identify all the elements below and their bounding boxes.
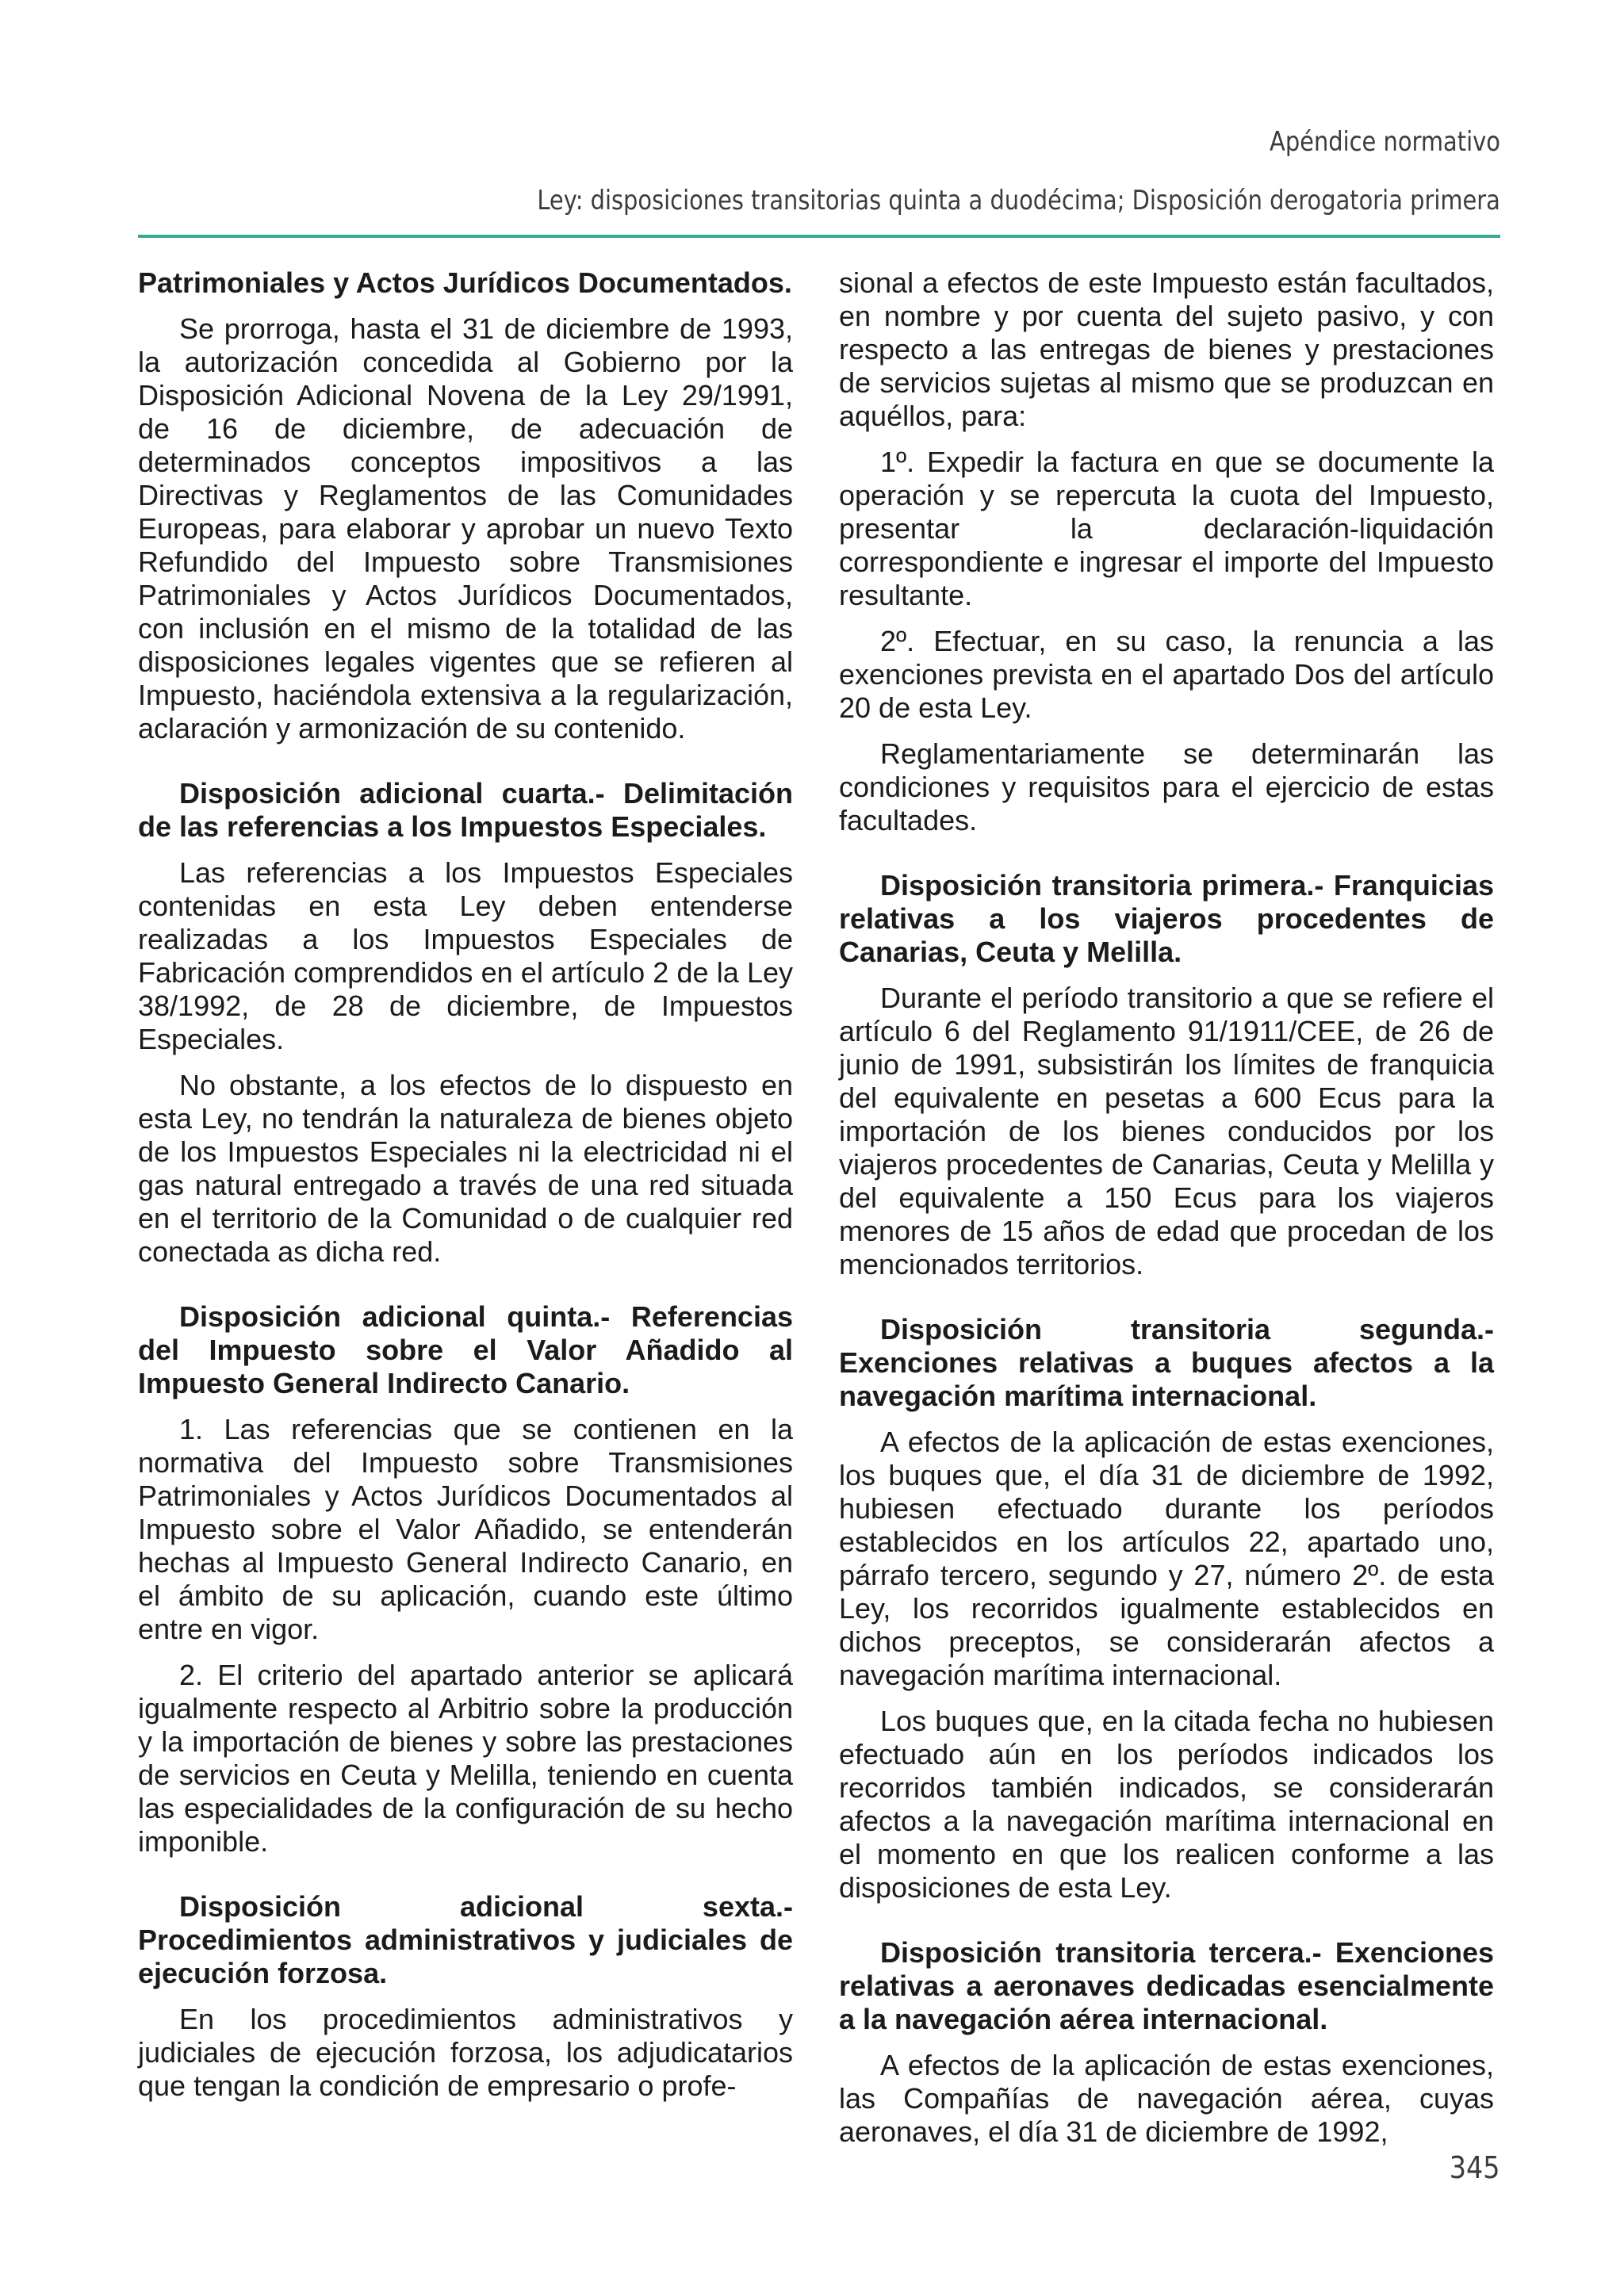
heading-disposicion-transitoria-primera: Disposición transitoria primera.- Franquicias relativas a los viajeros procedentes de Canarias, Ceuta y Melilla. — [839, 869, 1494, 968]
paragraph: 2. El criterio del apartado anterior se aplicará igualmente respecto al Arbitrio sobre la producción y la importación de bienes y sobre las prestaciones de servicios en Ceuta y Melilla, teniendo en cuenta las especialidades de la configuración de su hecho imponible. — [138, 1659, 793, 1858]
paragraph: Durante el período transitorio a que se refiere el artículo 6 del Reglamento 91/1911/CEE, de 26 de junio de 1991, subsistirán los límites de franquicia del equivalente en pesetas a 600 Ecus para la importación de los bienes conducidos por los viajeros procedentes de Canarias, Ceuta y Melilla y del equivalente a 150 Ecus para los viajeros menores de 15 años de edad que procedan de los mencionados territorios. — [839, 982, 1494, 1280]
page-number: 345 — [1450, 2150, 1500, 2185]
paragraph: A efectos de la aplicación de estas exenciones, los buques que, el día 31 de diciembre de 1992, hubiesen efectuado durante los períodos establecidos en los artículos 22, apartado uno, párrafo tercero, segundo y 27, número 2º. de esta Ley, los recorridos igualmente establecidos en dichos preceptos, se considerarán afectos a navegación marítima internacional. — [839, 1426, 1494, 1691]
running-header — [537, 124, 1500, 219]
paragraph: En los procedimientos administrativos y judiciales de ejecución forzosa, los adjudicatarios que tengan la condición de empresario o profe- — [138, 2003, 793, 2102]
paragraph: Se prorroga, hasta el 31 de diciembre de 1993, la autorización concedida al Gobierno por la Disposición Adicional Novena de la Ley 29/1991, de 16 de diciembre, de adecuación de determinados conceptos impositivos a las Directivas y Reglamentos de las Comunidades Europeas, para elaborar y aprobar un nuevo Texto Refundido del Impuesto sobre Transmisiones Patrimoniales y Actos Jurídicos Documentados, con inclusión en el mismo de la totalidad de las disposiciones legales vigentes que se refieren al Impuesto, haciéndola extensiva a la regularización, aclaración y armonización de su contenido. — [138, 312, 793, 745]
header-divider — [138, 235, 1500, 238]
paragraph: sional a efectos de este Impuesto están facultados, en nombre y por cuenta del sujeto pasivo, y con respecto a las entregas de bienes y prestaciones de servicios sujetas al mismo que se produzcan en aquéllos, para: — [839, 266, 1494, 432]
paragraph: Reglamentariamente se determinarán las condiciones y requisitos para el ejercicio de estas facultades. — [839, 737, 1494, 836]
header-section-title: Apéndice normativo — [1270, 126, 1500, 158]
heading-disposicion-transitoria-segunda: Disposición transitoria segunda.- Exenciones relativas a buques afectos a la navegación marítima internacional. — [839, 1313, 1494, 1412]
paragraph: Las referencias a los Impuestos Especiales contenidas en esta Ley deben entenderse realizadas a los Impuestos Especiales de Fabricación comprendidos en el artículo 2 de la Ley 38/1992, de 28 de diciembre, de Impuestos Especiales. — [138, 856, 793, 1055]
right-column — [839, 266, 1494, 2161]
header-subtitle: Ley: disposiciones transitorias quinta a duodécima; Disposición derogatoria primera — [537, 185, 1500, 216]
paragraph: 1. Las referencias que se contienen en la normativa del Impuesto sobre Transmisiones Patrimoniales y Actos Jurídicos Documentados al Impuesto sobre el Valor Añadido, se entenderán hechas al Impuesto General Indirecto Canario, en el ámbito de su aplicación, cuando este último entre en vigor. — [138, 1413, 793, 1645]
paragraph: No obstante, a los efectos de lo dispuesto en esta Ley, no tendrán la naturaleza de bienes objeto de los Impuestos Especiales ni la electricidad ni el gas natural entregado a través de una red situada en el territorio de la Comunidad o de cualquier red conectada as dicha red. — [138, 1069, 793, 1268]
paragraph: A efectos de la aplicación de estas exenciones, las Compañías de navegación aérea, cuyas aeronaves, el día 31 de diciembre de 1992, — [839, 2049, 1494, 2148]
left-column — [138, 266, 793, 2115]
paragraph: 1º. Expedir la factura en que se documente la operación y se repercuta la cuota del Impuesto, presentar la declaración-liquidación correspondiente e ingresar el importe del Impuesto resultante. — [839, 446, 1494, 611]
paragraph: 2º. Efectuar, en su caso, la renuncia a las exenciones prevista en el apartado Dos del artículo 20 de esta Ley. — [839, 625, 1494, 724]
paragraph: Los buques que, en la citada fecha no hubiesen efectuado aún en los períodos indicados los recorridos también indicados, se considerarán afectos a la navegación marítima internacional en el momento en que los realicen conforme a las disposiciones de esta Ley. — [839, 1705, 1494, 1904]
heading-continuation: Patrimoniales y Actos Jurídicos Documentados. — [138, 266, 792, 299]
heading-disposicion-transitoria-tercera: Disposición transitoria tercera.- Exenciones relativas a aeronaves dedicadas esencialmente a la navegación aérea internacional. — [839, 1936, 1494, 2035]
heading-disposicion-adicional-cuarta: Disposición adicional cuarta.- Delimitación de las referencias a los Impuestos Especiales. — [138, 777, 793, 843]
heading-disposicion-adicional-quinta: Disposición adicional quinta.- Referencias del Impuesto sobre el Valor Añadido al Impuesto General Indirecto Canario. — [138, 1300, 793, 1399]
heading-disposicion-adicional-sexta: Disposición adicional sexta.- Procedimientos administrativos y judiciales de ejecución forzosa. — [138, 1890, 793, 1989]
